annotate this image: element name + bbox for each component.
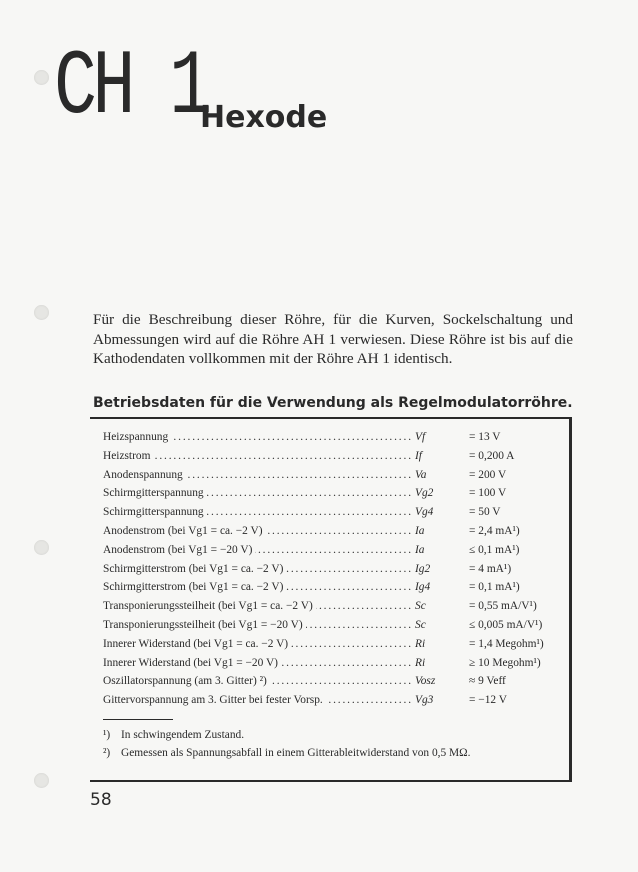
row-symbol: Vf <box>415 431 426 443</box>
data-row <box>103 657 543 676</box>
binder-hole <box>34 773 49 788</box>
footnote-divider <box>103 719 173 720</box>
row-symbol: Ia <box>415 524 425 537</box>
row-label: Schirmgitterstrom (bei Vg1 = ca. −2 V) <box>103 563 286 575</box>
row-label: Oszillatorspannung (am 3. Gitter) ²) <box>103 675 270 687</box>
row-symbol: Sc <box>415 600 426 613</box>
row-value: = 4 mA¹) <box>469 562 512 575</box>
data-row <box>103 487 543 506</box>
row-symbol: Ri <box>415 656 426 669</box>
row-label: Heizspannung <box>103 431 171 443</box>
row-symbol: Sc <box>415 618 426 631</box>
data-row <box>103 506 543 525</box>
binder-hole <box>34 70 49 85</box>
row-value: ≤ 0,1 mA¹) <box>469 543 520 556</box>
data-row <box>103 450 543 469</box>
binder-hole <box>34 540 49 555</box>
page-number: 58 <box>90 790 112 810</box>
row-value: = −12 V <box>469 694 507 707</box>
row-value: = 2,4 mA¹) <box>469 524 520 537</box>
row-label: Transponierungssteilheit (bei Vg1 = −20 V) <box>103 619 306 631</box>
operating-data-table <box>103 431 543 713</box>
footnote <box>103 747 470 759</box>
footnote <box>103 729 244 741</box>
tube-code-title: CH 1 <box>54 35 208 140</box>
tube-type-title: Hexode <box>200 100 328 135</box>
row-label: Transponierungssteilheit (bei Vg1 = ca. −2 V) <box>103 600 316 612</box>
row-value: = 100 V <box>469 487 507 500</box>
row-value: ≥ 10 Megohm¹) <box>469 656 541 669</box>
section-heading: Betriebsdaten für die Verwendung als Regelmodulatorröhre. <box>93 395 573 411</box>
row-symbol: Vg3 <box>415 694 434 707</box>
data-row <box>103 469 543 488</box>
row-value: = 0,55 mA/V¹) <box>469 600 537 613</box>
data-row <box>103 544 543 563</box>
row-value: = 1,4 Megohm¹) <box>469 637 544 650</box>
row-label: Heizstrom <box>103 450 153 462</box>
row-value: ≈ 9 Veff <box>469 675 506 688</box>
row-value: = 0,200 A <box>469 449 515 462</box>
row-label: Schirmgitterspannung <box>103 487 207 499</box>
row-label: Schirmgitterspannung <box>103 506 207 518</box>
row-symbol: Ig4 <box>415 581 431 594</box>
intro-paragraph: Für die Beschreibung dieser Röhre, für die Kurven, Sockelschaltung und Abmessungen wird auf die Röhre AH 1 verwiesen. Diese Röhre ist bis auf die Kathodendaten vollkommen mit der Röhre AH 1 identisch. <box>93 311 573 367</box>
row-label: Schirmgitterstrom (bei Vg1 = ca. −2 V) <box>103 581 286 593</box>
row-symbol: Vosz <box>415 675 436 688</box>
data-row <box>103 694 543 713</box>
row-value: = 13 V <box>469 431 501 443</box>
footnote-text: In schwingendem Zustand. <box>121 729 245 741</box>
data-row <box>103 581 543 600</box>
row-label: Anodenspannung <box>103 469 186 481</box>
data-row <box>103 675 543 694</box>
data-row <box>103 525 543 544</box>
row-value: = 50 V <box>469 506 501 519</box>
footnote-marker: ¹) <box>103 729 111 741</box>
row-symbol: Ia <box>415 543 425 556</box>
data-row <box>103 638 543 657</box>
row-value: = 200 V <box>469 468 507 481</box>
row-symbol: If <box>415 449 422 462</box>
data-row <box>103 619 543 638</box>
footnote-text: Gemessen als Spannungsabfall in einem Gitterableitwiderstand von 0,5 MΩ. <box>121 747 471 759</box>
row-symbol: Va <box>415 468 427 481</box>
row-label: Gittervorspannung am 3. Gitter bei fester Vorsp. <box>103 694 326 706</box>
row-symbol: Ri <box>415 637 426 650</box>
row-symbol: Ig2 <box>415 562 431 575</box>
data-row <box>103 431 543 450</box>
binder-hole <box>34 305 49 320</box>
row-value: ≤ 0,005 mA/V¹) <box>469 618 543 631</box>
row-value: = 0,1 mA¹) <box>469 581 520 594</box>
row-label: Innerer Widerstand (bei Vg1 = ca. −2 V) <box>103 638 291 650</box>
row-symbol: Vg4 <box>415 506 434 519</box>
footnote-marker: ²) <box>103 747 111 759</box>
row-label: Innerer Widerstand (bei Vg1 = −20 V) <box>103 657 281 669</box>
row-label: Anodenstrom (bei Vg1 = ca. −2 V) <box>103 525 266 537</box>
data-row <box>103 563 543 582</box>
row-label: Anodenstrom (bei Vg1 = −20 V) <box>103 544 255 556</box>
row-symbol: Vg2 <box>415 487 434 500</box>
data-row <box>103 600 543 619</box>
